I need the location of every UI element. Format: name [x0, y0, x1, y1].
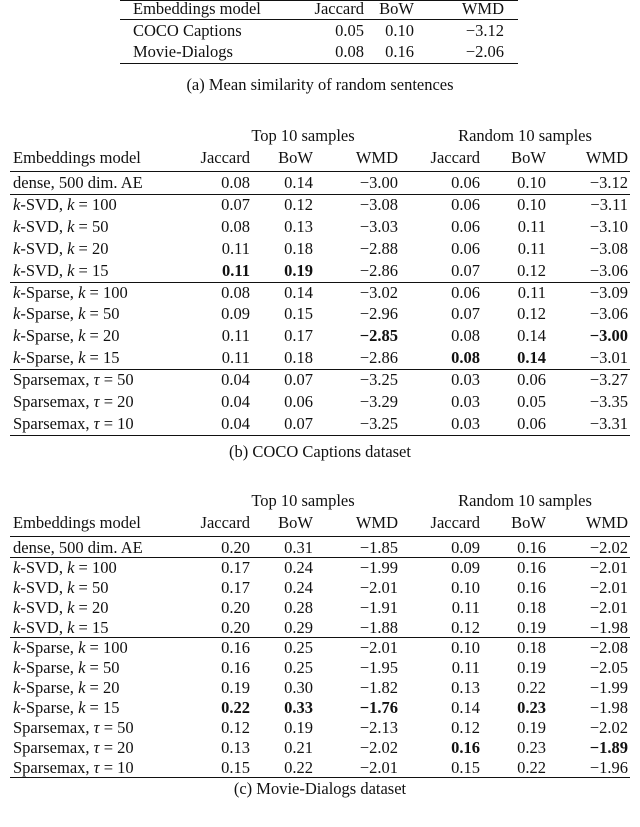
wmd-top-value: −2.01 — [359, 758, 398, 777]
jaccard-random-value: 0.06 — [451, 282, 480, 302]
wmd-top-value: −1.95 — [359, 658, 398, 677]
bow-value: 0.16 — [385, 42, 414, 61]
jaccard-random-value: 0.06 — [451, 238, 480, 258]
model-name: k-Sparse, k = 20 — [13, 326, 120, 346]
table-row — [0, 697, 640, 719]
table-c-group-row — [0, 490, 640, 512]
wmd-random-value: −2.02 — [589, 718, 628, 737]
wmd-top-value: −1.76 — [359, 698, 398, 717]
jaccard-random-value: 0.06 — [451, 173, 480, 192]
jaccard-value: 0.05 — [335, 21, 364, 40]
wmd-random-value: −3.09 — [589, 282, 628, 302]
group-top-label: Top 10 samples — [251, 126, 355, 145]
table-row — [0, 391, 640, 413]
wmd-random-value: −3.27 — [589, 370, 628, 390]
group-random-label: Random 10 samples — [458, 491, 592, 510]
jaccard-top-value: 0.04 — [221, 413, 250, 433]
wmd-random-value: −3.06 — [589, 304, 628, 324]
wmd-top-value: −1.91 — [359, 598, 398, 617]
model-name: k-Sparse, k = 20 — [13, 678, 120, 697]
wmd-top-value: −3.03 — [359, 216, 398, 236]
bow-random-value: 0.11 — [517, 238, 546, 258]
wmd-random-value: −3.11 — [590, 194, 628, 214]
model-name: k-SVD, k = 15 — [13, 618, 109, 637]
wmd-top-value: −1.85 — [359, 538, 398, 557]
bow-top-value: 0.18 — [284, 348, 313, 368]
model-name: dense, 500 dim. AE — [13, 538, 143, 557]
header-bow-random: BoW — [511, 513, 546, 532]
model-name: k-SVD, k = 15 — [13, 260, 109, 280]
table-row — [0, 657, 640, 679]
wmd-top-value: −3.02 — [359, 282, 398, 302]
bow-random-value: 0.06 — [517, 413, 546, 433]
jaccard-random-value: 0.08 — [451, 326, 480, 346]
wmd-random-value: −1.96 — [589, 758, 628, 777]
wmd-random-value: −3.10 — [589, 216, 628, 236]
jaccard-random-value: 0.03 — [451, 392, 480, 411]
bow-random-value: 0.19 — [517, 618, 546, 637]
jaccard-top-value: 0.17 — [221, 578, 250, 597]
jaccard-top-value: 0.08 — [221, 282, 250, 302]
table-b-group-row — [0, 125, 640, 147]
jaccard-top-value: 0.17 — [221, 558, 250, 577]
table-row — [0, 303, 640, 325]
header-bow-random: BoW — [511, 148, 546, 167]
bow-random-value: 0.06 — [517, 370, 546, 390]
bow-random-value: 0.14 — [517, 348, 546, 368]
bottom-rule — [10, 435, 630, 436]
jaccard-random-value: 0.03 — [451, 370, 480, 390]
table-b-header-row — [0, 147, 640, 169]
model-name: k-Sparse, k = 100 — [13, 282, 128, 302]
bow-top-value: 0.14 — [284, 282, 313, 302]
bow-random-value: 0.11 — [517, 282, 546, 302]
table-row — [0, 20, 640, 42]
wmd-top-value: −3.25 — [359, 370, 398, 390]
wmd-random-value: −3.00 — [589, 326, 628, 346]
bow-top-value: 0.31 — [284, 538, 313, 557]
jaccard-top-value: 0.11 — [221, 348, 250, 368]
wmd-random-value: −2.01 — [589, 598, 628, 617]
table-a-header-model: Embeddings model — [133, 0, 261, 18]
wmd-top-value: −2.01 — [359, 638, 398, 657]
table-row — [0, 238, 640, 260]
wmd-random-value: −1.89 — [589, 738, 628, 757]
model-name: Sparsemax, τ = 10 — [13, 413, 134, 433]
wmd-top-value: −2.96 — [359, 304, 398, 324]
wmd-top-value: −2.88 — [359, 238, 398, 258]
header-jaccard-random: Jaccard — [430, 513, 480, 532]
jaccard-top-value: 0.15 — [221, 758, 250, 777]
jaccard-random-value: 0.11 — [451, 598, 480, 617]
bow-random-value: 0.22 — [517, 678, 546, 697]
bow-random-value: 0.16 — [517, 538, 546, 557]
jaccard-top-value: 0.04 — [221, 370, 250, 390]
bow-random-value: 0.16 — [517, 578, 546, 597]
bow-top-value: 0.21 — [284, 738, 313, 757]
group-random-label: Random 10 samples — [458, 126, 592, 145]
bow-top-value: 0.14 — [284, 173, 313, 192]
table-row — [0, 282, 640, 304]
model-name: Sparsemax, τ = 20 — [13, 738, 134, 757]
table-row — [0, 216, 640, 238]
wmd-top-value: −3.00 — [359, 173, 398, 192]
wmd-top-value: −2.01 — [359, 578, 398, 597]
header-model: Embeddings model — [13, 513, 141, 532]
table-a-header-bow: BoW — [379, 0, 414, 18]
jaccard-random-value: 0.08 — [451, 348, 480, 368]
table-row — [0, 557, 640, 579]
bow-random-value: 0.05 — [517, 392, 546, 411]
model-name: Sparsemax, τ = 50 — [13, 370, 134, 390]
bow-top-value: 0.28 — [284, 598, 313, 617]
bow-random-value: 0.23 — [517, 698, 546, 717]
jaccard-top-value: 0.20 — [221, 538, 250, 557]
bow-top-value: 0.29 — [284, 618, 313, 637]
table-a-header-wmd: WMD — [461, 0, 504, 18]
model-name: k-SVD, k = 50 — [13, 578, 109, 597]
header-wmd-top: WMD — [355, 148, 398, 167]
bow-top-value: 0.19 — [284, 718, 313, 737]
jaccard-top-value: 0.16 — [221, 658, 250, 677]
bow-top-value: 0.24 — [284, 578, 313, 597]
jaccard-top-value: 0.09 — [221, 304, 250, 324]
table-row — [0, 194, 640, 216]
model-name: Sparsemax, τ = 50 — [13, 718, 134, 737]
bow-random-value: 0.12 — [517, 304, 546, 324]
wmd-top-value: −1.99 — [359, 558, 398, 577]
bow-random-value: 0.18 — [517, 638, 546, 657]
wmd-top-value: −2.85 — [359, 326, 398, 346]
header-jaccard-top: Jaccard — [200, 513, 250, 532]
table-row — [0, 260, 640, 282]
jaccard-random-value: 0.09 — [451, 538, 480, 557]
bow-top-value: 0.25 — [284, 658, 313, 677]
wmd-random-value: −3.31 — [589, 413, 628, 433]
jaccard-random-value: 0.16 — [451, 738, 480, 757]
table-row — [0, 41, 640, 63]
wmd-value: −3.12 — [465, 21, 504, 40]
header-jaccard-top: Jaccard — [200, 148, 250, 167]
header-wmd-random: WMD — [585, 148, 628, 167]
model-name: k-SVD, k = 100 — [13, 558, 117, 577]
wmd-random-value: −3.06 — [589, 260, 628, 280]
jaccard-random-value: 0.10 — [451, 638, 480, 657]
wmd-random-value: −2.05 — [589, 658, 628, 677]
table-row — [0, 737, 640, 759]
table-c-caption: (c) Movie-Dialogs dataset — [233, 779, 407, 798]
model-name: k-Sparse, k = 50 — [13, 304, 120, 324]
jaccard-top-value: 0.07 — [221, 194, 250, 214]
jaccard-random-value: 0.12 — [451, 618, 480, 637]
jaccard-random-value: 0.07 — [451, 260, 480, 280]
model-name: k-Sparse, k = 15 — [13, 698, 120, 717]
jaccard-top-value: 0.13 — [221, 738, 250, 757]
table-a-header-jaccard: Jaccard — [314, 0, 364, 18]
jaccard-top-value: 0.20 — [221, 598, 250, 617]
jaccard-random-value: 0.13 — [451, 678, 480, 697]
header-bow-top: BoW — [278, 513, 313, 532]
jaccard-top-value: 0.08 — [221, 173, 250, 192]
bow-random-value: 0.19 — [517, 658, 546, 677]
header-bow-top: BoW — [278, 148, 313, 167]
table-row — [0, 757, 640, 779]
bow-random-value: 0.22 — [517, 758, 546, 777]
table-row — [0, 717, 640, 739]
jaccard-top-value: 0.11 — [222, 260, 250, 280]
model-name: k-SVD, k = 20 — [13, 598, 109, 617]
jaccard-top-value: 0.16 — [221, 638, 250, 657]
wmd-random-value: −1.99 — [589, 678, 628, 697]
jaccard-random-value: 0.14 — [451, 698, 480, 717]
wmd-random-value: −2.02 — [589, 538, 628, 557]
bow-top-value: 0.30 — [284, 678, 313, 697]
jaccard-top-value: 0.19 — [221, 678, 250, 697]
table-c-header-row — [0, 512, 640, 534]
jaccard-random-value: 0.10 — [451, 578, 480, 597]
wmd-value: −2.06 — [465, 42, 504, 61]
table-row — [0, 637, 640, 659]
bow-random-value: 0.23 — [517, 738, 546, 757]
jaccard-random-value: 0.11 — [451, 658, 480, 677]
wmd-top-value: −2.13 — [359, 718, 398, 737]
bow-random-value: 0.16 — [517, 558, 546, 577]
table-row — [0, 617, 640, 639]
bow-value: 0.10 — [385, 21, 414, 40]
wmd-random-value: −1.98 — [589, 698, 628, 717]
jaccard-random-value: 0.12 — [451, 718, 480, 737]
jaccard-top-value: 0.22 — [221, 698, 250, 717]
jaccard-top-value: 0.08 — [221, 216, 250, 236]
model-name: Sparsemax, τ = 20 — [13, 392, 134, 411]
table-a-caption: (a) Mean similarity of random sentences — [186, 75, 454, 94]
header-model: Embeddings model — [13, 148, 141, 167]
wmd-random-value: −3.01 — [589, 348, 628, 368]
model-name: k-SVD, k = 20 — [13, 238, 109, 258]
table-a-bottom-rule — [120, 63, 518, 64]
bow-random-value: 0.10 — [517, 173, 546, 192]
table-row — [0, 325, 640, 347]
model-name: COCO Captions — [133, 21, 242, 40]
bow-top-value: 0.07 — [284, 413, 313, 433]
jaccard-value: 0.08 — [335, 42, 364, 61]
wmd-random-value: −2.01 — [589, 578, 628, 597]
wmd-top-value: −2.86 — [359, 260, 398, 280]
bow-top-value: 0.24 — [284, 558, 313, 577]
jaccard-random-value: 0.06 — [451, 194, 480, 214]
bow-random-value: 0.12 — [517, 260, 546, 280]
table-row — [0, 537, 640, 559]
model-name: k-SVD, k = 100 — [13, 194, 117, 214]
table-row — [0, 677, 640, 699]
jaccard-top-value: 0.11 — [221, 238, 250, 258]
bow-top-value: 0.25 — [284, 638, 313, 657]
table-b — [0, 125, 640, 465]
table-a — [0, 0, 640, 100]
bow-top-value: 0.15 — [284, 304, 313, 324]
bow-top-value: 0.17 — [284, 326, 313, 346]
bow-top-value: 0.12 — [284, 194, 313, 214]
model-name: k-Sparse, k = 15 — [13, 348, 120, 368]
model-name: k-Sparse, k = 100 — [13, 638, 128, 657]
bow-random-value: 0.11 — [517, 216, 546, 236]
bow-random-value: 0.18 — [517, 598, 546, 617]
table-c — [0, 490, 640, 827]
jaccard-random-value: 0.09 — [451, 558, 480, 577]
bow-top-value: 0.07 — [284, 370, 313, 390]
bow-top-value: 0.22 — [284, 758, 313, 777]
jaccard-top-value: 0.11 — [221, 326, 250, 346]
jaccard-random-value: 0.06 — [451, 216, 480, 236]
bow-random-value: 0.19 — [517, 718, 546, 737]
bow-random-value: 0.10 — [517, 194, 546, 214]
bow-top-value: 0.06 — [284, 392, 313, 411]
bow-top-value: 0.33 — [284, 698, 313, 717]
wmd-top-value: −1.82 — [359, 678, 398, 697]
table-row — [0, 597, 640, 619]
wmd-random-value: −3.12 — [589, 173, 628, 192]
bow-top-value: 0.13 — [284, 216, 313, 236]
model-name: k-Sparse, k = 50 — [13, 658, 120, 677]
wmd-top-value: −3.08 — [359, 194, 398, 214]
wmd-top-value: −3.25 — [359, 413, 398, 433]
wmd-random-value: −3.08 — [589, 238, 628, 258]
wmd-top-value: −1.88 — [359, 618, 398, 637]
wmd-random-value: −2.01 — [589, 558, 628, 577]
jaccard-random-value: 0.15 — [451, 758, 480, 777]
header-jaccard-random: Jaccard — [430, 148, 480, 167]
bow-top-value: 0.18 — [284, 238, 313, 258]
group-top-label: Top 10 samples — [251, 491, 355, 510]
jaccard-top-value: 0.04 — [221, 392, 250, 411]
model-name: k-SVD, k = 50 — [13, 216, 109, 236]
jaccard-top-value: 0.20 — [221, 618, 250, 637]
model-name: Movie-Dialogs — [133, 42, 233, 61]
wmd-random-value: −1.98 — [589, 618, 628, 637]
wmd-random-value: −2.08 — [589, 638, 628, 657]
wmd-random-value: −3.35 — [589, 392, 628, 411]
table-row — [0, 413, 640, 435]
jaccard-random-value: 0.03 — [451, 413, 480, 433]
table-row — [0, 172, 640, 194]
wmd-top-value: −2.02 — [359, 738, 398, 757]
bow-random-value: 0.14 — [517, 326, 546, 346]
jaccard-random-value: 0.07 — [451, 304, 480, 324]
table-b-caption: (b) COCO Captions dataset — [229, 442, 411, 461]
jaccard-top-value: 0.12 — [221, 718, 250, 737]
table-row — [0, 369, 640, 391]
model-name: dense, 500 dim. AE — [13, 173, 143, 192]
wmd-top-value: −3.29 — [359, 392, 398, 411]
table-a-header-row — [0, 0, 640, 20]
model-name: Sparsemax, τ = 10 — [13, 758, 134, 777]
table-row — [0, 347, 640, 369]
bow-top-value: 0.19 — [284, 260, 313, 280]
header-wmd-top: WMD — [355, 513, 398, 532]
table-row — [0, 577, 640, 599]
header-wmd-random: WMD — [585, 513, 628, 532]
wmd-top-value: −2.86 — [359, 348, 398, 368]
